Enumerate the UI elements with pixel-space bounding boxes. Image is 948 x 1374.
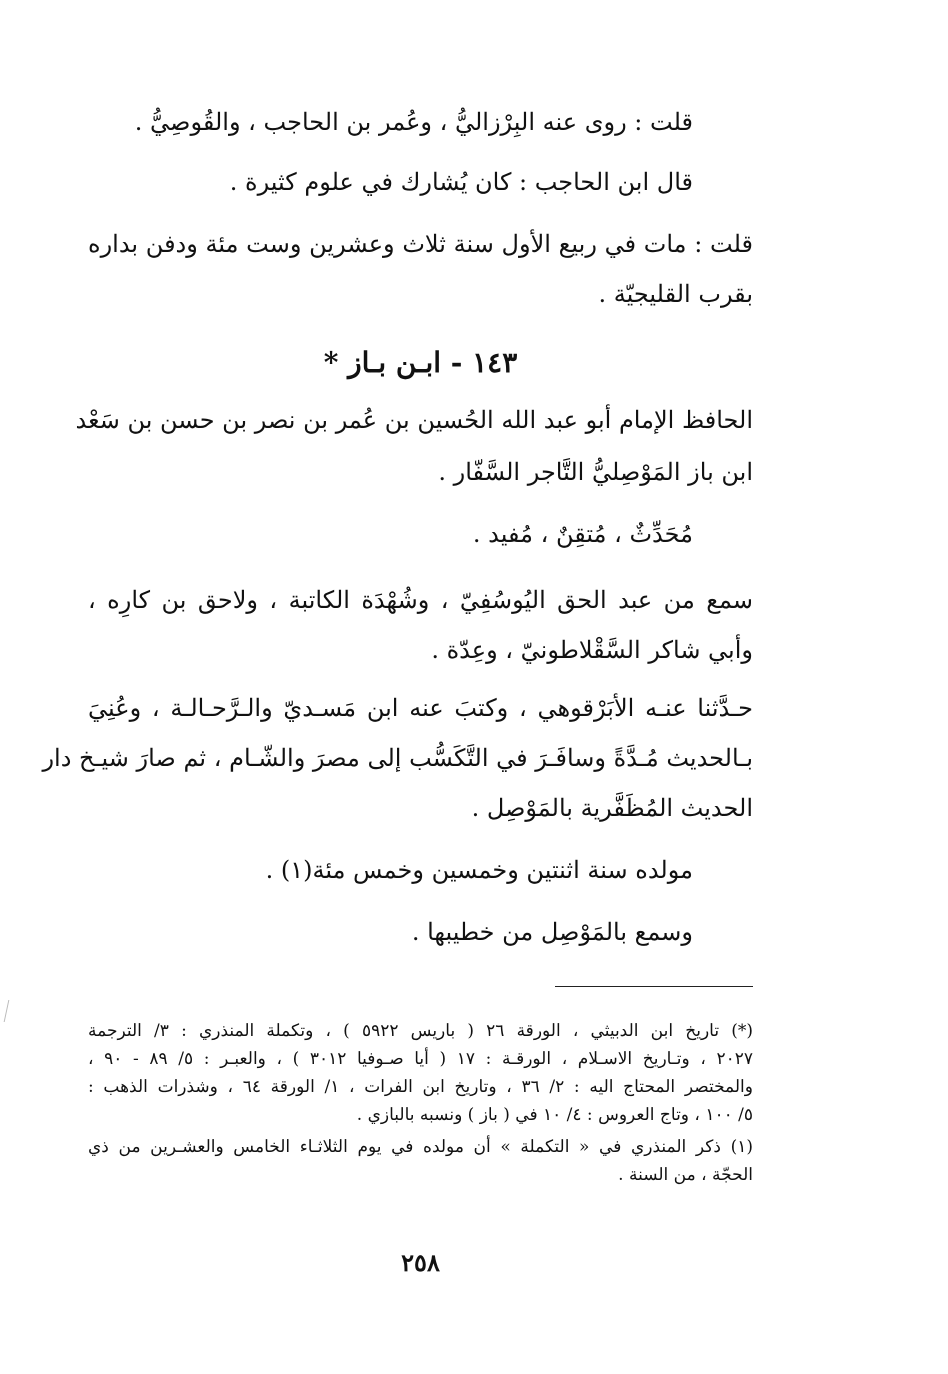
paragraph-4-line-2: ابن باز المَوْصِليُّ التَّاجر السَّفّار .: [438, 458, 753, 486]
entry-heading: ١٤٣ - ابـن بـاز *: [323, 346, 518, 379]
paragraph-6-line-2: وأبي شاكر السَّقْلاطونيّ ، وعِدّة .: [431, 636, 753, 664]
paragraph-3-line-2: بقرب القليجيّة .: [598, 280, 753, 308]
paragraph-4-line-1: الحافظ الإمام أبو عبد الله الحُسين بن عُمر بن نصر بن حسن بن سَعْد: [75, 406, 753, 434]
footnote-star-line-3: والمختصر المحتاج اليه : ٢/ ٣٦ ، وتاريخ ابن الفرات ، ١/ الورقة ٦٤ ، وشذرات الذهب :: [88, 1077, 753, 1097]
footnote-star-line-1: (*) تاريخ ابن الدبيثي ، الورقة ٢٦ ( باريس ٥٩٢٢ ) ، وتكملة المنذري : ٣/ الترجمة: [88, 1021, 753, 1041]
main-text-column: [42, 0, 754, 1374]
margin-mark: [4, 1000, 12, 1022]
paragraph-7-line-3: الحديث المُظَفَّرية بالمَوْصِل .: [471, 794, 753, 822]
paragraph-9-line-1: وسمع بالمَوْصِل من خطيبها .: [411, 918, 693, 946]
paragraph-6-line-1: سمع من عبد الحق اليُوسُفِيّ ، وشُهْدَة الكاتبة ، ولاحق بن كارِه ،: [88, 586, 753, 614]
paragraph-7-line-2: بـالحديث مُـدَّةً وسافَـرَ في التَّكَسُّب إلى مصرَ والشّـام ، ثم صارَ شيـخ دار: [42, 744, 753, 772]
footnote-1-line-1: (١) ذكر المنذري في « التكملة » أن مولده في يوم الثلاثـاء الخامس والعشـرين من ذي: [88, 1137, 753, 1157]
paragraph-2-line-1: قال ابن الحاجب : كان يُشارك في علوم كثيرة .: [229, 168, 693, 196]
footnote-star-line-2: ٢٠٢٧ ، وتـاريخ الاسـلام ، الورقـة : ١٧ ( أيا صـوفيا ٣٠١٢ ) ، والعبـر : ٥/ ٨٩ - ٩٠ ،: [88, 1049, 754, 1069]
paragraph-8-line-1: مولده سنة اثنتين وخمسين وخمس مئة(١) .: [265, 856, 693, 884]
paragraph-7-line-1: حـدَّثنا عنـه الأبَرْقوهي ، وكتبَ عنه ابن مَسـديّ والـرَّحـالـة ، وعُنِيَ: [88, 694, 753, 722]
paragraph-1-line-1: قلت : روى عنه البِرْزاليُّ ، وعُمر بن الحاجب ، والقُوصِيُّ .: [134, 108, 693, 136]
footnote-star-line-4: ٥/ ١٠٠ ، وتاج العروس : ٤/ ١٠ في ( باز ) ونسبه بالبازي .: [356, 1105, 753, 1125]
paragraph-3-line-1: قلت : مات في ربيع الأول سنة ثلاث وعشرين وست مئة ودفن بداره: [88, 230, 753, 258]
footnote-separator: [555, 986, 753, 987]
footnote-1-line-2: الحجّة ، من السنة .: [618, 1165, 753, 1185]
page-number: ٢٥٨: [401, 1248, 440, 1277]
paragraph-5-line-1: مُحَدِّثٌ ، مُتقِنٌ ، مُفيد .: [472, 520, 693, 548]
